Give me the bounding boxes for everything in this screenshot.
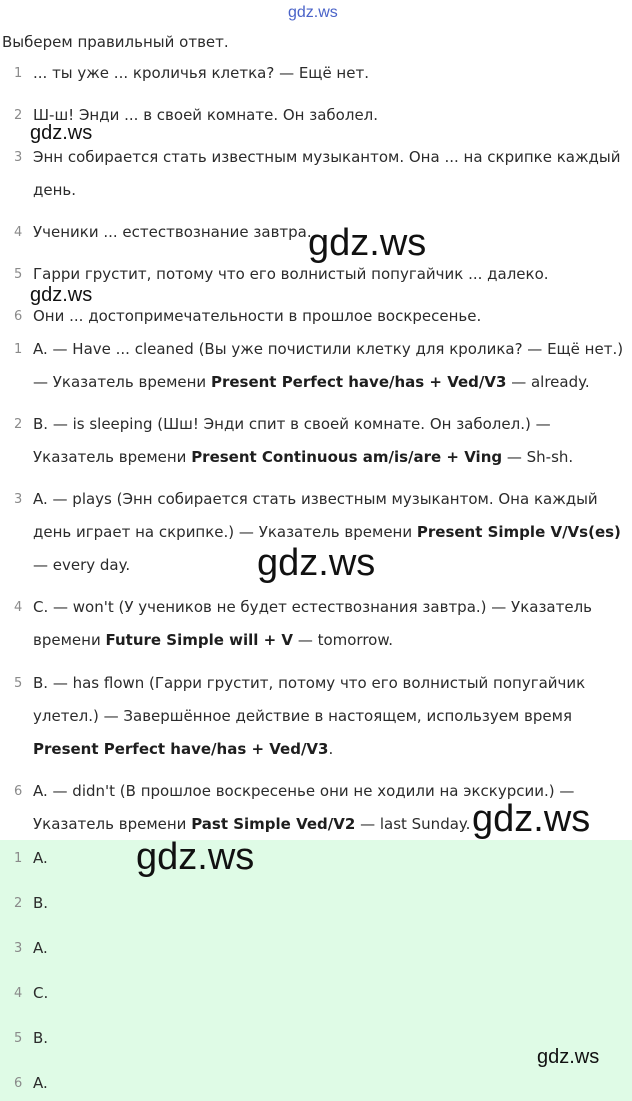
item-number: 6 bbox=[14, 309, 23, 324]
question-text: Ш-ш! Энди ... в своей комнате. Он заболел. bbox=[33, 106, 379, 124]
answer-text: A. bbox=[33, 849, 48, 867]
item-number: 1 bbox=[14, 342, 23, 357]
grammar-rule: Present Continuous am/is/are + Ving bbox=[191, 448, 503, 466]
question-item bbox=[14, 141, 626, 207]
intro-text: Выберем правильный ответ. bbox=[2, 33, 229, 51]
question-text: Энн собирается стать известным музыкантом. Она ... на скрипке каждый день. bbox=[33, 148, 621, 199]
explanation-text: — already. bbox=[506, 373, 590, 391]
answer-text: A. bbox=[33, 939, 48, 957]
grammar-rule: Present Perfect have/has + Ved/V3 bbox=[210, 373, 507, 391]
answer-text: B. bbox=[33, 1029, 49, 1047]
item-number: 1 bbox=[14, 66, 23, 81]
item-number: 2 bbox=[14, 417, 23, 432]
explanation-text: A. — plays (Энн собирается стать известным музыкантом. Она каждый день играет на скрипке.) — Указатель времени bbox=[33, 490, 598, 541]
item-number: 6 bbox=[14, 784, 23, 799]
item-number: 4 bbox=[14, 986, 23, 1001]
item-number: 3 bbox=[14, 492, 23, 507]
grammar-rule: Past Simple Ved/V2 bbox=[191, 815, 356, 833]
watermark: gdz.ws bbox=[308, 222, 427, 264]
question-text: Они ... достопримечательности в прошлое воскресенье. bbox=[33, 307, 482, 325]
item-number: 3 bbox=[14, 150, 23, 165]
watermark: gdz.ws bbox=[472, 798, 591, 840]
item-number: 4 bbox=[14, 225, 23, 240]
explanation-text: C. — won't (У учеников не будет естествознания завтра.) — Указатель времени bbox=[33, 598, 593, 649]
answer-text: B. bbox=[33, 894, 49, 912]
item-number: 2 bbox=[14, 108, 23, 123]
explanation-text: — last Sunday. bbox=[355, 815, 471, 833]
item-number: 5 bbox=[14, 1031, 23, 1046]
answer-text: A. bbox=[33, 1074, 48, 1092]
explanation-item bbox=[14, 333, 626, 399]
item-number: 3 bbox=[14, 941, 23, 956]
answer-item bbox=[14, 977, 626, 1010]
explanation-item bbox=[14, 408, 626, 474]
explanation-text: B. — has flown (Гарри грустит, потому что его волнистый попугайчик улетел.) — Завершённое действие в настоящем, используем время bbox=[33, 674, 586, 725]
explanation-text: B. — is sleeping (Шш! Энди спит в своей комнате. Он заболел.) — Указатель времени bbox=[33, 415, 551, 466]
answer-text: C. bbox=[33, 984, 49, 1002]
grammar-rule: Future Simple will + V bbox=[105, 631, 294, 649]
item-number: 4 bbox=[14, 600, 23, 615]
explanation-text: A. — Have ... cleaned (Вы уже почистили клетку для кролика? — Ещё нет.) — Указатель времени bbox=[33, 340, 624, 391]
question-text: Ученики ... естествознание завтра. bbox=[33, 223, 312, 241]
watermark: gdz.ws bbox=[136, 836, 255, 878]
watermark: gdz.ws bbox=[288, 4, 338, 21]
answer-item bbox=[14, 1067, 626, 1100]
explanation-text: A. — didn't (В прошлое воскресенье они не ходили на экскурсии.) — Указатель времени bbox=[33, 782, 575, 833]
watermark: gdz.ws bbox=[257, 542, 376, 584]
question-item bbox=[14, 99, 626, 132]
answer-item bbox=[14, 842, 626, 875]
item-number: 5 bbox=[14, 676, 23, 691]
explanation-item bbox=[14, 591, 626, 657]
question-item bbox=[14, 300, 626, 333]
item-number: 6 bbox=[14, 1076, 23, 1091]
grammar-rule: Present Simple V/Vs(es) bbox=[416, 523, 621, 541]
question-text: ... ты уже ... кроличья клетка? — Ещё нет. bbox=[33, 64, 369, 82]
explanation-text: — Sh-sh. bbox=[502, 448, 574, 466]
item-number: 1 bbox=[14, 851, 23, 866]
explanation-text: — tomorrow. bbox=[293, 631, 394, 649]
question-item bbox=[14, 57, 626, 90]
explanation-text: — every day. bbox=[33, 556, 131, 574]
question-text: Гарри грустит, потому что его волнистый попугайчик ... далеко. bbox=[33, 265, 549, 283]
explanation-text: . bbox=[328, 740, 334, 758]
answer-item bbox=[14, 887, 626, 920]
item-number: 5 bbox=[14, 267, 23, 282]
watermark: gdz.ws bbox=[30, 122, 93, 144]
answer-item bbox=[14, 932, 626, 965]
watermark: gdz.ws bbox=[30, 284, 93, 306]
grammar-rule: Present Perfect have/has + Ved/V3 bbox=[33, 740, 329, 758]
item-number: 2 bbox=[14, 896, 23, 911]
watermark: gdz.ws bbox=[537, 1046, 600, 1068]
explanation-item bbox=[14, 667, 626, 766]
